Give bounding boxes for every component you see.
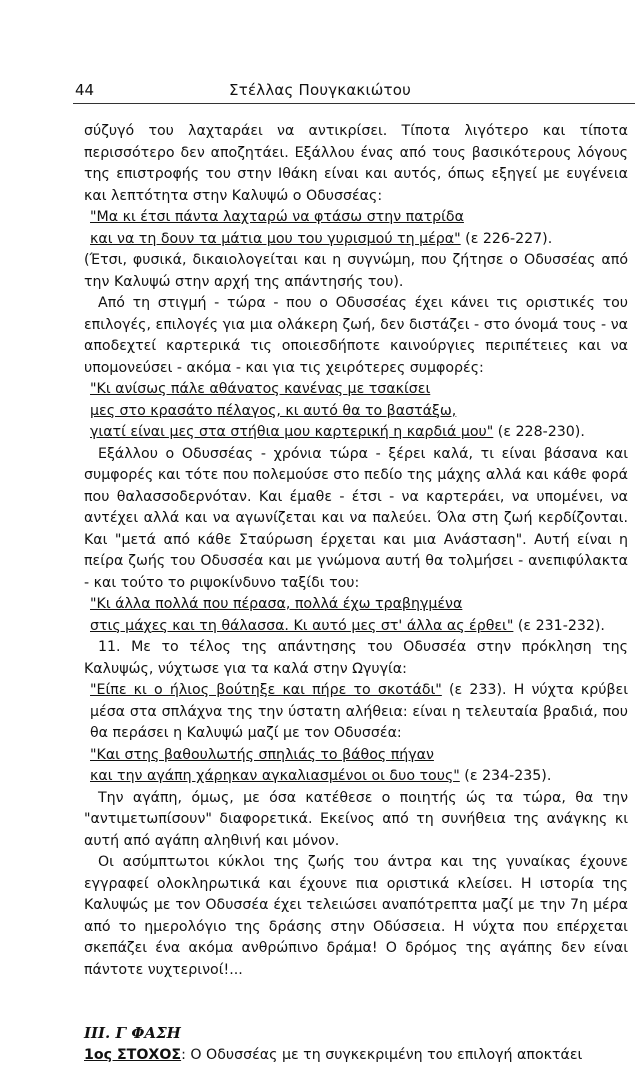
goal-label: 1ος ΣΤΟΧΟΣ: [84, 1047, 181, 1063]
goal-text: : Ο Οδυσσέας με τη συγκεκριμένη του επιλογή αποκτάει: [181, 1047, 582, 1063]
paragraph-6: Την αγάπη, όμως, με όσα κατέθεσε ο ποιητής ώς τα τώρα, θα την "αντιμετωπίσουν" διαφορετικά. Εκείνος από τη συνήθεια της ανάγκης κι αυτή από αγάπη αληθινή και μόνον.: [84, 788, 628, 853]
section-gap: [84, 981, 628, 1023]
quote-2-line-1: "Κι ανίσως πάλε αθάνατος κανένας με τσακίσει: [90, 381, 430, 397]
quote-2: [84, 379, 628, 444]
paragraph-5: 11. Με το τέλος της απάντησης του Οδυσσέα στην πρόκληση της Καλυψώς, νύχτωσε για τα καλά στην Ωγυγία:: [84, 637, 628, 680]
paragraph-1: σύζυγό του λαχταράει να αντικρίσει. Τίποτα λιγότερο και τίποτα περισσότερο δεν αποζητάει. Εξάλλου ένας από τους βασικότερους λόγους της επιστροφής του στην Ιθάκη είναι και αυτός, όπως εξηγεί με ευγένεια και λεπτότητα στην Καλυψώ ο Οδυσσέας:: [84, 121, 628, 207]
quote-4-paragraph: [84, 680, 628, 745]
quote-1-line-2: και να τη δουν τα μάτια μου του γυρισμού τη μέρα": [90, 231, 461, 247]
quote-1: [84, 207, 628, 250]
quote-5-line-1: "Και στης βαθουλωτής σπηλιάς το βάθος πήγαν: [90, 747, 434, 763]
running-head: Στέλλας Πουγκακιώτου: [0, 80, 640, 102]
paragraph-7: Οι ασύμπτωτοι κύκλοι της ζωής του άντρα και της γυναίκας έχουνε εγγραφεί ολοκληρωτικά και έχουνε πια οριστικά κλείσει. Η ιστορία της Καλυψώς με τον Οδυσσέα έχει τελειώσει αναπότρεπτα μαζί με την 7η μέρα από το ημερολόγιο της δράσης στην Οδύσσεια. Η νύχτα που επέρχεται σκεπάζει ένα ακόμα ανθρώπινο δράμα! Ο δρόμος της αγάπης δεν είναι πάντοτε νυχτερινοί!...: [84, 852, 628, 981]
header-rule: [73, 103, 635, 104]
page-body: [84, 121, 628, 1066]
page-number: 44: [75, 80, 94, 102]
quote-5-reference: (ε 234-235).: [460, 768, 552, 784]
quote-4-line-1: "Είπε κι ο ήλιος βούτηξε και πήρε το σκοτάδι": [90, 682, 442, 698]
quote-5-line-2: και την αγάπη χάρηκαν αγκαλιασμένοι οι δυο τους": [90, 768, 460, 784]
quote-2-line-3: γιατί είναι μες στα στήθια μου καρτερική η καρδιά μου": [90, 424, 493, 440]
quote-3-line-2: στις μάχες και τη θάλασσα. Κι αυτό μες στ' άλλα ας έρθει": [90, 618, 513, 634]
quote-3: [84, 594, 628, 637]
paragraph-3: Από τη στιγμή - τώρα - που ο Οδυσσέας έχει κάνει τις οριστικές του επιλογές, επιλογές για μια ολάκερη ζωή, δεν διστάζει - στο όνομά τους - να αποδεχτεί καρτερικά τις οποιεσδήποτε καινούργιες περιπέτειες και να υπομονεύσει - ακόμα - και για τις χειρότερες συμφορές:: [84, 293, 628, 379]
quote-3-reference: (ε 231-232).: [513, 618, 605, 634]
quote-1-line-1: "Μα κι έτσι πάντα λαχταρώ να φτάσω στην πατρίδα: [90, 209, 464, 225]
quote-2-reference: (ε 228-230).: [493, 424, 585, 440]
goal-line: [84, 1045, 628, 1066]
paragraph-4: Εξάλλου ο Οδυσσέας - χρόνια τώρα - ξέρει καλά, τι είναι βάσανα και συμφορές και τότε που πολεμούσε στο πεδίο της μάχης αλλά και κάθε φορά που θαλασσοδερνόταν. Και έμαθε - έτσι - να καρτεράει, να υπομένει, να αντέχει αλλά και να αγωνίζεται και να παλεύει. Όλα στη ζωή κερδίζονται. Και "μετά από κάθε Σταύρωση έρχεται και μια Ανάσταση". Αυτή είναι η πείρα ζωής του Οδυσσέα και με γνώμονα αυτή θα τολμήσει - ανεπιφύλακτα - και τούτο το ριψοκίνδυνο ταξίδι του:: [84, 444, 628, 595]
quote-4-continuation: (ε 233). Η νύχτα κρύβει μέσα στα σπλάχνα της την ύστατη αλήθεια: είναι η τελευταία βραδιά, που θα περάσει η Καλυψώ μαζί με τον Οδυσσέα:: [90, 682, 628, 741]
quote-2-line-2: μες στο κρασάτο πέλαγος, κι αυτό θα το βαστάξω,: [90, 403, 456, 419]
quote-5: [84, 745, 628, 788]
section-title: ΙΙΙ. Γ ΦΑΣΗ: [84, 1023, 628, 1045]
quote-3-line-1: "Κι άλλα πολλά που πέρασα, πολλά έχω τραβηγμένα: [90, 596, 462, 612]
paragraph-2: (Έτσι, φυσικά, δικαιολογείται και η συγνώμη, που ζήτησε ο Οδυσσέας από την Καλυψώ στην αρχή της απάντησής του).: [84, 250, 628, 293]
quote-1-reference: (ε 226-227).: [461, 231, 553, 247]
